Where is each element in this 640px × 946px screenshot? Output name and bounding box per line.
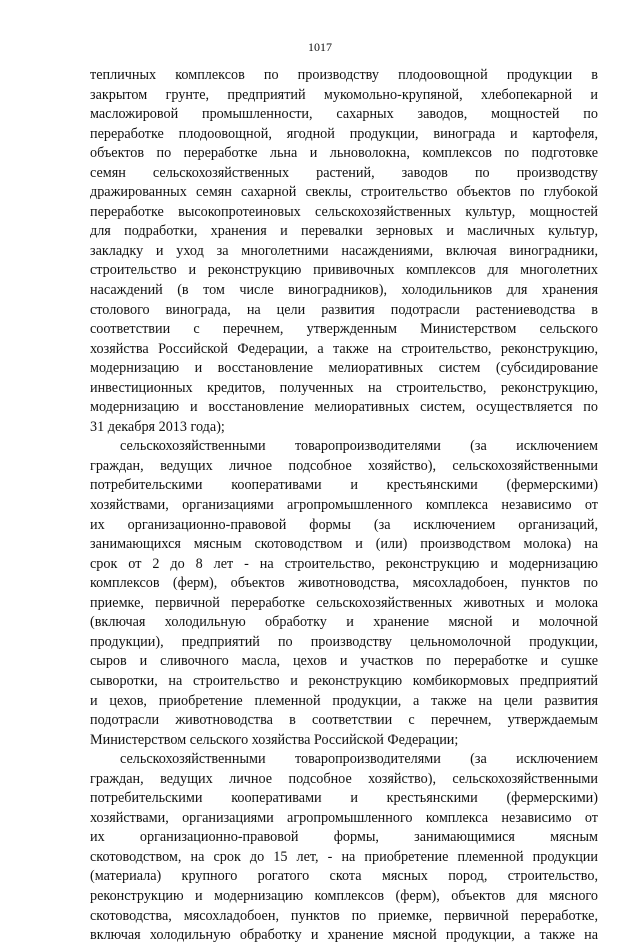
text-line: хозяйствами, организациями агропромышленного комплекса независимо от [90,497,598,514]
text-line: для подработки, хранения и перевалки зерновых и масличных культур, [90,223,598,240]
text-line: реконструкцию и модернизацию комплексов (ферм), объектов для мясного [90,887,598,904]
text-line: продукции), предприятий по производству цельномолочной продукции, [90,633,598,650]
text-line: хозяйства Российской Федерации, а также на строительство, реконструкцию, [90,340,598,357]
text-line: сыворотки, на строительство и реконструкцию комбикормовых предприятий [90,672,598,689]
text-line: скотоводства, мясохладобоен, пунктов по приемке, первичной переработке, [90,907,598,924]
text-line: сыров и сливочного масла, цехов и участков по переработке и сушке [90,653,598,670]
text-line: тепличных комплексов по производству плодоовощной продукции в [90,67,598,83]
text-line: 31 декабря 2013 года); [90,418,225,435]
text-line: модернизацию и восстановление мелиоративных систем, осуществляется по [90,399,598,416]
text-line: соответствии с перечнем, утвержденным Министерством сельского [90,321,598,338]
text-line: подотрасли животноводства в соответствии с перечнем, утверждаемым [90,712,598,729]
text-line: (материала) крупного рогатого скота мясных пород, строительство, [90,868,598,885]
text-line: насаждений (в том числе виноградников), холодильников для хранения [90,282,598,299]
text-line: модернизацию и восстановление мелиоративных систем (субсидирование [90,360,598,377]
text-line: приемке, первичной переработке сельскохозяйственных животных и молока [90,594,598,611]
text-line: масложировой промышленности, сахарных заводов, мощностей по [90,106,598,123]
paragraph-first-line: сельскохозяйственными товаропроизводителями (за исключением [120,438,598,455]
text-line: инвестиционных кредитов, полученных на строительство, реконструкцию, [90,379,598,396]
text-line: строительство и реконструкцию прививочных комплексов для многолетних [90,262,598,279]
text-line: срок от 2 до 8 лет - на строительство, реконструкцию и модернизацию [90,555,598,572]
text-line: занимающихся мясным скотоводством и (или) производством молока) на [90,536,598,553]
text-line: (включая холодильную обработку и хранение мясной и молочной [90,614,598,631]
text-line: включая холодильную обработку и хранение мясной продукции, а также на [90,927,598,944]
text-line: столового винограда, на цели развития подотрасли растениеводства в [90,301,598,318]
text-line: закладку и уход за многолетними насаждениями, включая виноградники, [90,242,598,259]
paragraph-first-line: сельскохозяйственными товаропроизводителями (за исключением [120,751,598,768]
text-line: потребительскими кооперативами и крестьянскими (фермерскими) [90,477,598,494]
page-number: 1017 [308,40,332,54]
text-line: переработке плодоовощной, ягодной продукции, винограда и картофеля, [90,125,598,142]
text-line: граждан, ведущих личное подсобное хозяйство), сельскохозяйственными [90,770,598,787]
text-line: семян сельскохозяйственных растений, заводов по производству [90,164,598,181]
text-line: их организационно-правовой формы, занимающимися мясным [90,829,598,846]
text-line: дражированных семян сахарной свеклы, строительство объектов по глубокой [90,184,598,201]
body-text [90,66,598,946]
text-line: Министерством сельского хозяйства Российской Федерации; [90,731,459,748]
text-line: скотоводством, на срок до 15 лет, - на приобретение племенной продукции [90,848,598,865]
text-line: переработке высокопротеиновых сельскохозяйственных культур, мощностей [90,203,598,220]
text-line: граждан, ведущих личное подсобное хозяйство), сельскохозяйственными [90,457,598,474]
text-line: их организационно-правовой формы (за исключением организаций, [90,516,598,533]
text-line: закрытом грунте, предприятий мукомольно-крупяной, хлебопекарной и [90,86,598,103]
text-line: хозяйствами, организациями агропромышленного комплекса независимо от [90,809,598,826]
text-line: и цехов, приобретение племенной продукции, а также на цели развития [90,692,598,709]
text-line: объектов по переработке льна и льноволокна, комплексов по подготовке [90,145,598,162]
text-line: потребительскими кооперативами и крестьянскими (фермерскими) [90,790,598,807]
text-line: комплексов (ферм), объектов животноводства, мясохладобоен, пунктов по [90,575,598,592]
